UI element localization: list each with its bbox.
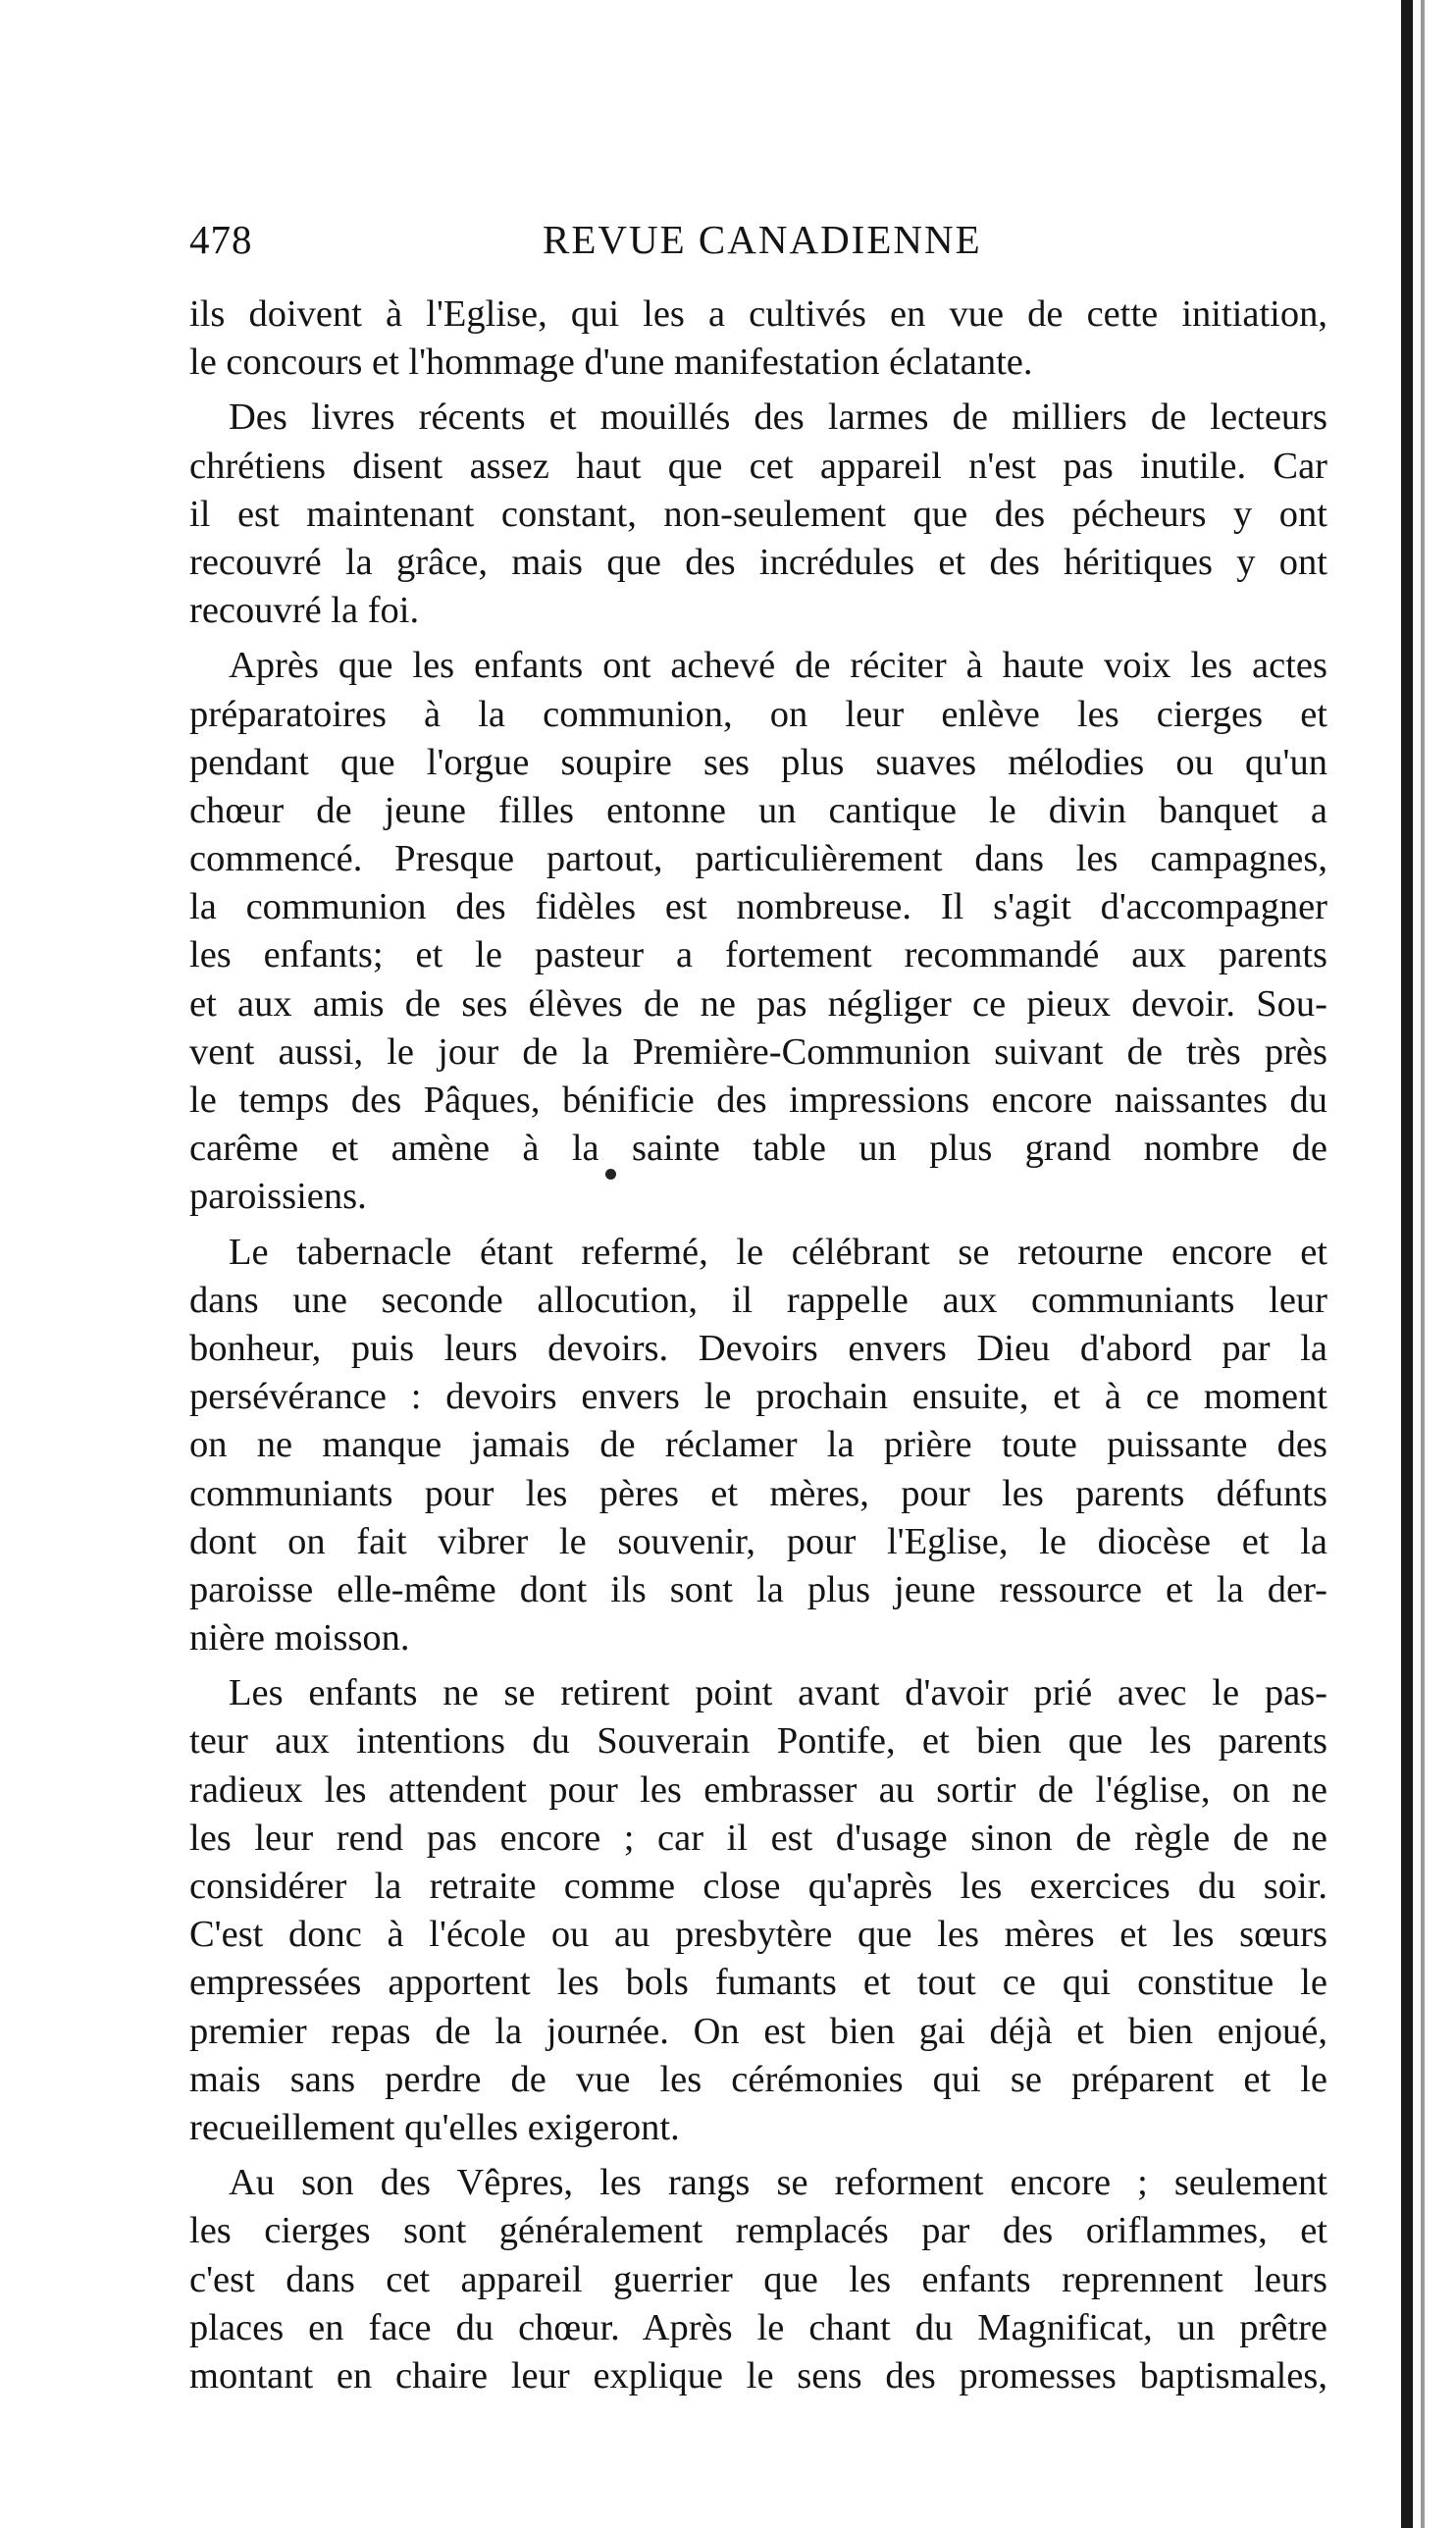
text-line: premier repas de la journée. On est bien gai déjà et bien enjoué, (189, 2010, 1327, 2052)
text-line: chrétiens disent assez haut que cet appareil n'est pas inutile. Car (189, 445, 1327, 487)
text-line: Après que les enfants ont achevé de réciter à haute voix les actes (229, 645, 1327, 687)
text-line: Les enfants ne se retirent point avant d'avoir prié avec le pas- (229, 1672, 1327, 1714)
text-line: chœur de jeune filles entonne un cantique le divin banquet a (189, 789, 1327, 831)
text-line: recueillement qu'elles exigeront. (189, 2106, 680, 2148)
ink-spot (605, 1169, 616, 1180)
text-line: recouvré la foi. (189, 590, 420, 632)
text-line: pendant que l'orgue soupire ses plus suaves mélodies ou qu'un (189, 741, 1327, 783)
text-line: paroisse elle-même dont ils sont la plus jeune ressource et la der- (189, 1568, 1327, 1610)
text-line: recouvré la grâce, mais que des incrédules et des héritiques y ont (189, 541, 1327, 583)
body-text (189, 290, 1327, 2400)
text-line: préparatoires à la communion, on leur enlève les cierges et (189, 693, 1327, 735)
text-line: C'est donc à l'école ou au presbytère que les mères et les sœurs (189, 1914, 1327, 1956)
text-line: empressées apportent les bols fumants et tout ce qui constitue le (189, 1962, 1327, 2004)
text-line: on ne manque jamais de réclamer la prière toute puissante des (189, 1424, 1327, 1466)
text-line: Des livres récents et mouillés des larmes de milliers de lecteurs (229, 396, 1327, 439)
text-line: mais sans perdre de vue les cérémonies qui se préparent et le (189, 2058, 1327, 2100)
text-line: ils doivent à l'Eglise, qui les a cultivés en vue de cette initiation, (189, 293, 1327, 335)
text-line: dans une seconde allocution, il rappelle aux communiants leur (189, 1279, 1327, 1321)
text-line: il est maintenant constant, non-seulement que des pécheurs y ont (189, 493, 1327, 535)
page-number: 478 (189, 217, 253, 262)
page-edge-rule (1401, 0, 1413, 2528)
text-line: bonheur, puis leurs devoirs. Devoirs envers Dieu d'abord par la (189, 1327, 1327, 1369)
text-line: montant en chaire leur explique le sens des promesses baptismales, (189, 2354, 1327, 2396)
text-line: carême et amène à la sainte table un plus grand nombre de (189, 1128, 1327, 1170)
text-line: places en face du chœur. Après le chant du Magnificat, un prêtre (189, 2306, 1327, 2348)
text-line: teur aux intentions du Souverain Pontife, et bien que les parents (189, 1720, 1327, 1763)
text-line: nière moisson. (189, 1617, 410, 1659)
text-line: le temps des Pâques, bénificie des impressions encore naissantes du (189, 1080, 1327, 1121)
text-line: commencé. Presque partout, particulièrement dans les campagnes, (189, 838, 1327, 880)
text-line: le concours et l'hommage d'une manifestation éclatante. (189, 342, 1033, 384)
text-line: c'est dans cet appareil guerrier que les enfants reprennent leurs (189, 2258, 1327, 2300)
text-line: paroissiens. (189, 1176, 367, 1218)
running-title: REVUE CANADIENNE (543, 217, 982, 262)
text-line: et aux amis de ses élèves de ne pas négliger ce pieux devoir. Sou- (189, 982, 1327, 1025)
text-line: radieux les attendent pour les embrasser au sortir de l'église, on ne (189, 1768, 1327, 1811)
page-header (189, 216, 1327, 275)
text-line: vent aussi, le jour de la Première-Communion suivant de très près (189, 1030, 1327, 1073)
text-line: considérer la retraite comme close qu'après les exercices du soir. (189, 1866, 1327, 1907)
text-line: persévérance : devoirs envers le prochain ensuite, et à ce moment (189, 1376, 1327, 1418)
text-line: communiants pour les pères et mères, pour les parents défunts (189, 1472, 1327, 1514)
text-line: les enfants; et le pasteur a fortement recommandé aux parents (189, 934, 1327, 976)
text-line: les cierges sont généralement remplacés par des oriflammes, et (189, 2210, 1327, 2252)
text-line: dont on fait vibrer le souvenir, pour l'Eglise, le diocèse et la (189, 1520, 1327, 1562)
text-line: les leur rend pas encore ; car il est d'usage sinon de règle de ne (189, 1817, 1327, 1859)
text-line: Le tabernacle étant refermé, le célébrant se retourne encore et (229, 1231, 1327, 1273)
text-line: Au son des Vêpres, les rangs se reforment encore ; seulement (229, 2162, 1327, 2204)
text-line: la communion des fidèles est nombreuse. Il s'agit d'accompagner (189, 886, 1327, 928)
